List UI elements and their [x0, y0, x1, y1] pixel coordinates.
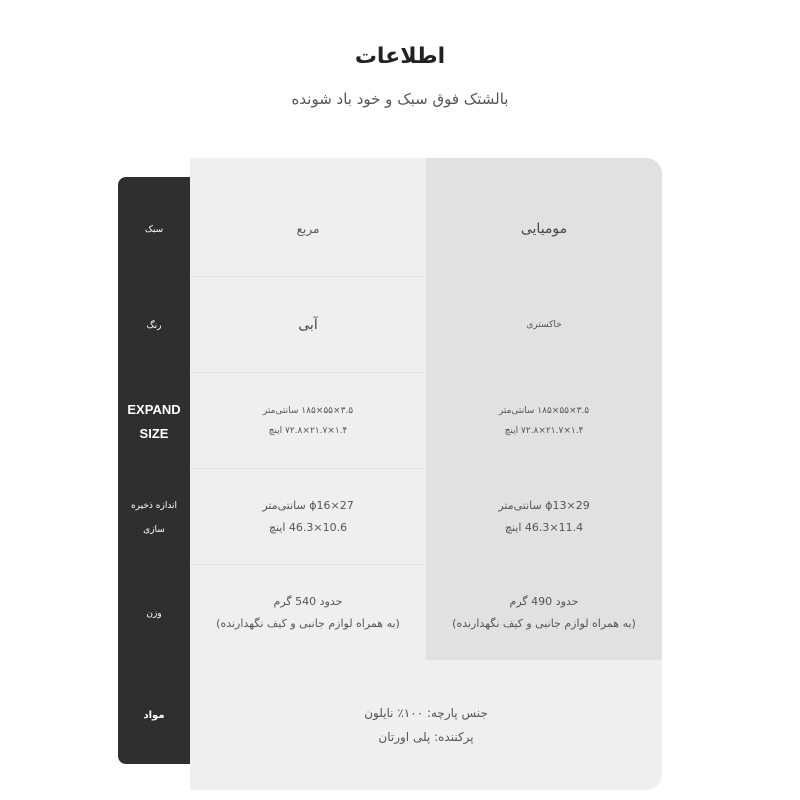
style-square-cell: مربع: [296, 222, 320, 236]
row-label-color: رنگ: [146, 321, 162, 331]
color-blue-cell: آبی: [298, 317, 318, 333]
row-label-style: سبک: [144, 225, 164, 235]
material-cell: جنس پارچه: ۱۰۰٪ نایلون پرکننده: پلی اورتان: [364, 706, 488, 744]
row-label-column: [118, 177, 190, 764]
weight-square-cell: حدود 540 گرم (به همراه لوازم جانبی و کیف نگهدارنده): [216, 595, 400, 630]
style-mummy-cell: مومیایی: [520, 221, 568, 237]
row-label-material: مواد: [143, 709, 165, 721]
row-divider: [190, 468, 652, 469]
row-label-expand-size: EXPAND SIZE: [127, 402, 181, 441]
row-label-storage-size: اندازه ذخیره سازی: [130, 501, 178, 535]
page-subtitle: بالشتک فوق سبک و خود باد شونده: [291, 90, 509, 108]
row-divider: [190, 564, 652, 565]
row-divider: [190, 372, 652, 373]
row-label-weight: وزن: [146, 609, 162, 619]
storage-size-mummy-cell: ϕ13×29 سانتی‌متر 11.4×46.3 اینچ: [498, 499, 590, 534]
weight-mummy-cell: حدود 490 گرم (به همراه لوازم جانبی و کیف نگهدارنده): [452, 595, 636, 630]
page-title: اطلاعات: [354, 44, 446, 69]
color-gray-cell: خاکستری: [526, 320, 562, 330]
expand-size-square-cell: ۳.۵×۵۵×۱۸۵ سانتی‌متر ۱.۴×۲۱.۷×۷۲.۸ اینچ: [262, 406, 354, 436]
expand-size-mummy-cell: ۳.۵×۵۵×۱۸۵ سانتی‌متر ۱.۴×۲۱.۷×۷۲.۸ اینچ: [498, 406, 590, 436]
info-table: [190, 158, 662, 790]
storage-size-square-cell: ϕ16×27 سانتی‌متر 10.6×46.3 اینچ: [262, 499, 354, 534]
row-divider: [190, 276, 652, 277]
